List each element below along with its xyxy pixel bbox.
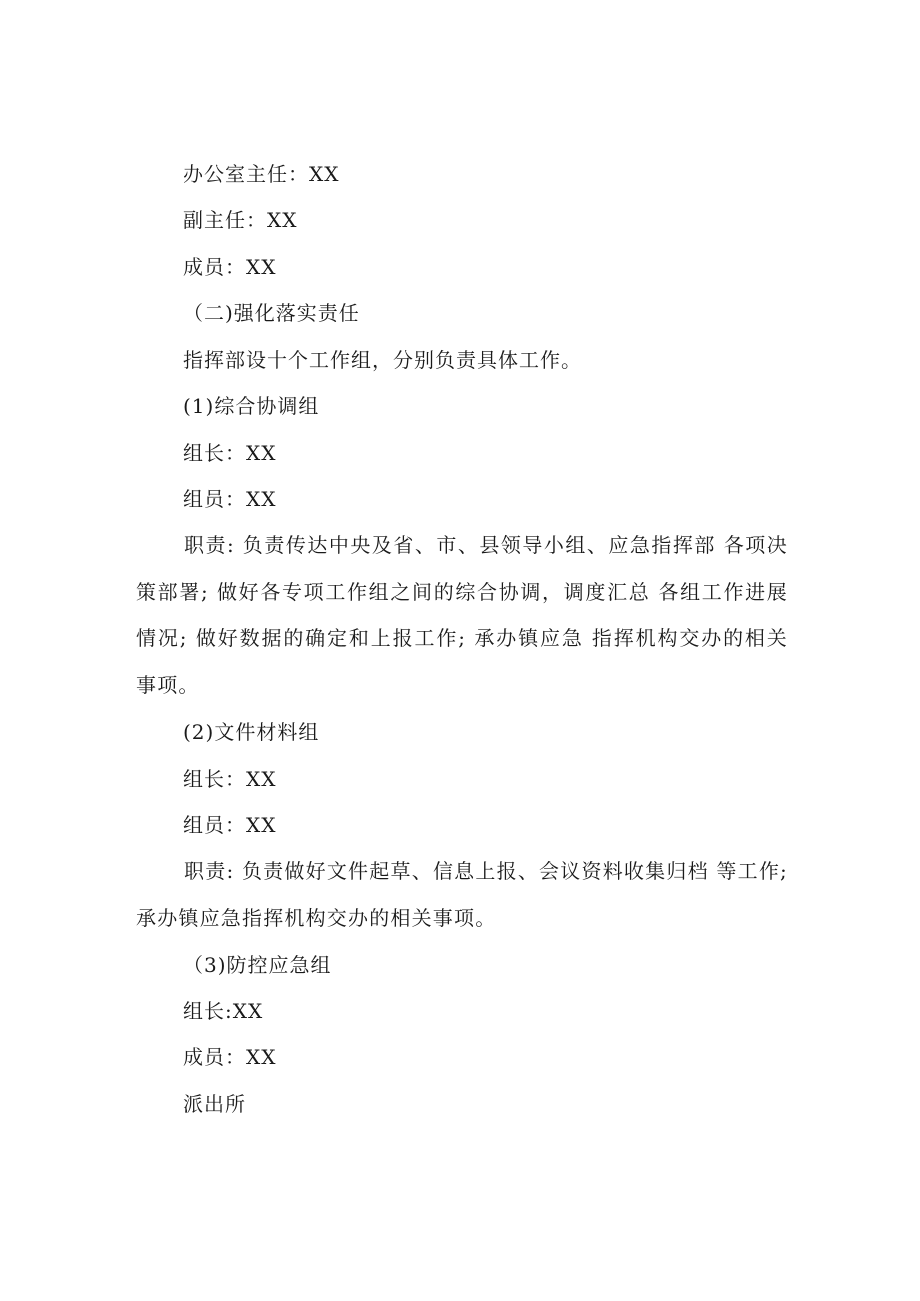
group-2-duty-paragraph: 职责: 负责做好文件起草、信息上报、会议资料收集归档 等工作; 承办镇应急指挥机构交办的相关事项。 <box>136 859 788 930</box>
police-station-line: 派出所 <box>183 1092 246 1116</box>
group-2-members: 组员：XX <box>183 813 277 837</box>
intro-paragraph: 指挥部设十个工作组，分别负责具体工作。 <box>183 348 582 372</box>
group-2-leader: 组长：XX <box>183 767 277 791</box>
group-1-duty-paragraph: 职责: 负责传达中央及省、市、县领导小组、应急指挥部 各项决策部署; 做好各专项工作组之间的综合协调，调度汇总 各组工作进展情况; 做好数据的确定和上报工作; 承办镇应急 指挥机构交办的相关事项。 <box>136 533 788 697</box>
group-2-title: (2)文件材料组 <box>183 720 320 744</box>
group-1-leader: 组长：XX <box>183 441 277 465</box>
group-3-members: 成员：XX <box>183 1045 277 1069</box>
members-line: 成员：XX <box>183 255 277 279</box>
group-3-title: （3)防控应急组 <box>183 953 332 977</box>
group-3-leader: 组长:XX <box>183 999 264 1023</box>
office-director-line: 办公室主任：XX <box>183 162 340 186</box>
group-1-title: (1)综合协调组 <box>183 394 320 418</box>
section-heading: （二)强化落实责任 <box>183 301 360 325</box>
deputy-director-line: 副主任：XX <box>183 208 298 232</box>
group-1-members: 组员：XX <box>183 487 277 511</box>
